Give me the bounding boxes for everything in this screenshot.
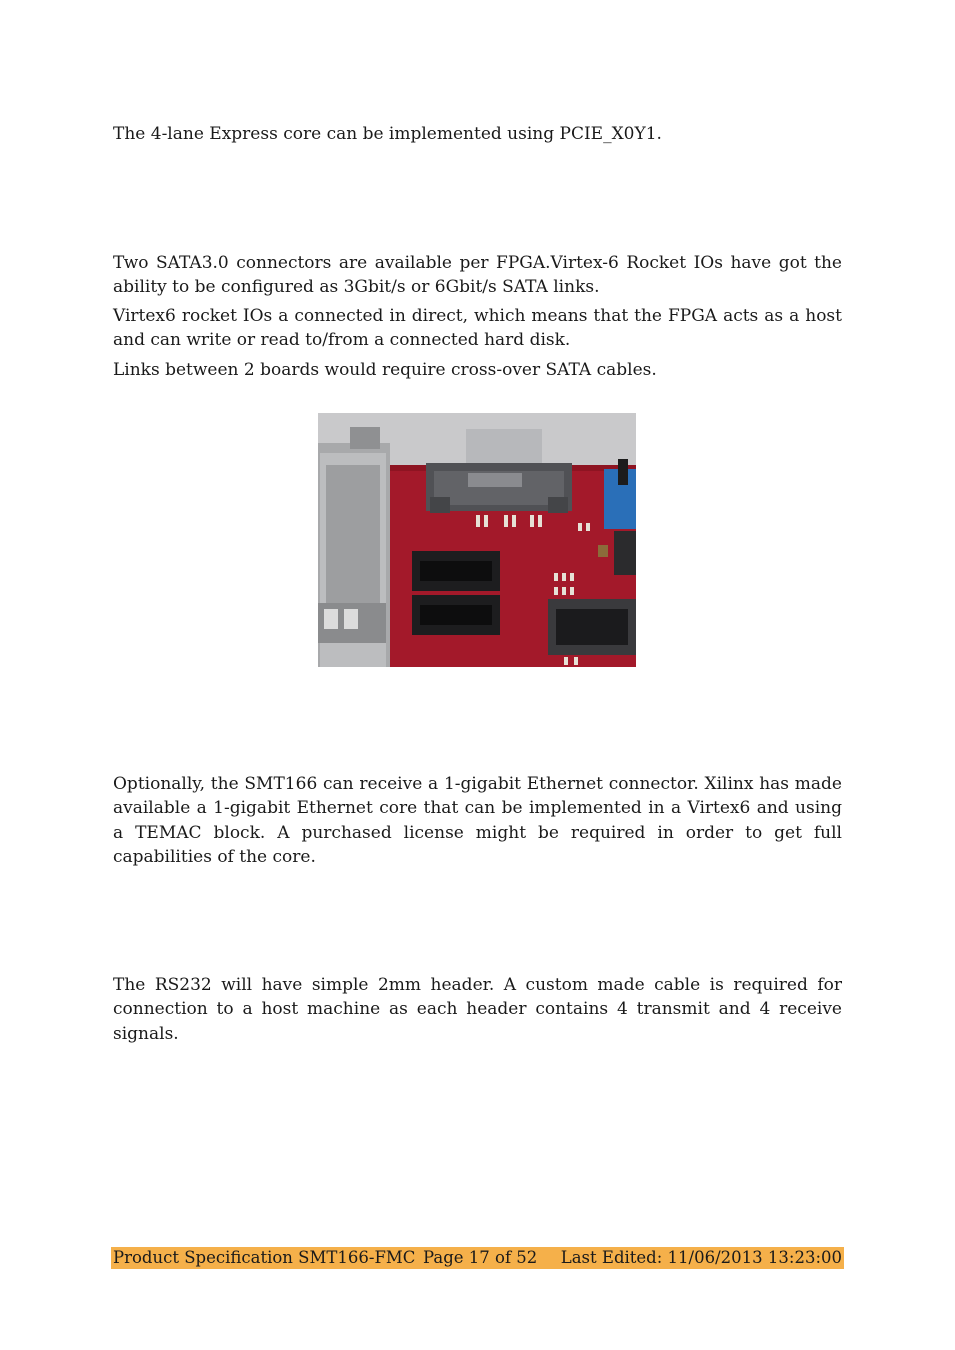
sata-paragraph-3: Links between 2 boards would require cross-over SATA cables. — [113, 360, 657, 380]
footer-last-edited: Last Edited: 11/06/2013 13:23:00 — [560, 1248, 842, 1267]
sata-connectors-photo — [318, 413, 636, 667]
footer-page-number: Page 17 of 52 — [423, 1248, 538, 1267]
ethernet-paragraph: Optionally, the SMT166 can receive a 1-gigabit Ethernet connector. Xilinx has made available a 1-gigabit Ethernet core that can be implemented in a Virtex6 and using a TEMAC block. A purchased license might be required in order to get full capabilities of the core. — [113, 774, 842, 868]
sata-paragraph-1: Two SATA3.0 connectors are available per FPGA.Virtex-6 Rocket IOs have got the ability to be configured as 3Gbit/s or 6Gbit/s SATA links. — [113, 253, 842, 298]
rs232-paragraph: The RS232 will have simple 2mm header. A custom made cable is required for connection to a host machine as each header contains 4 transmit and 4 receive signals. — [113, 975, 842, 1044]
pcb-board-image — [318, 413, 636, 667]
sata-paragraph-2: Virtex6 rocket IOs a connected in direct, which means that the FPGA acts as a host and can write or read to/from a connected hard disk. — [113, 306, 842, 351]
page-footer — [111, 1247, 844, 1269]
footer-product: Product Specification SMT166-FMC — [113, 1248, 416, 1267]
pcie-paragraph: The 4-lane Express core can be implemented using PCIE_X0Y1. — [113, 124, 662, 144]
